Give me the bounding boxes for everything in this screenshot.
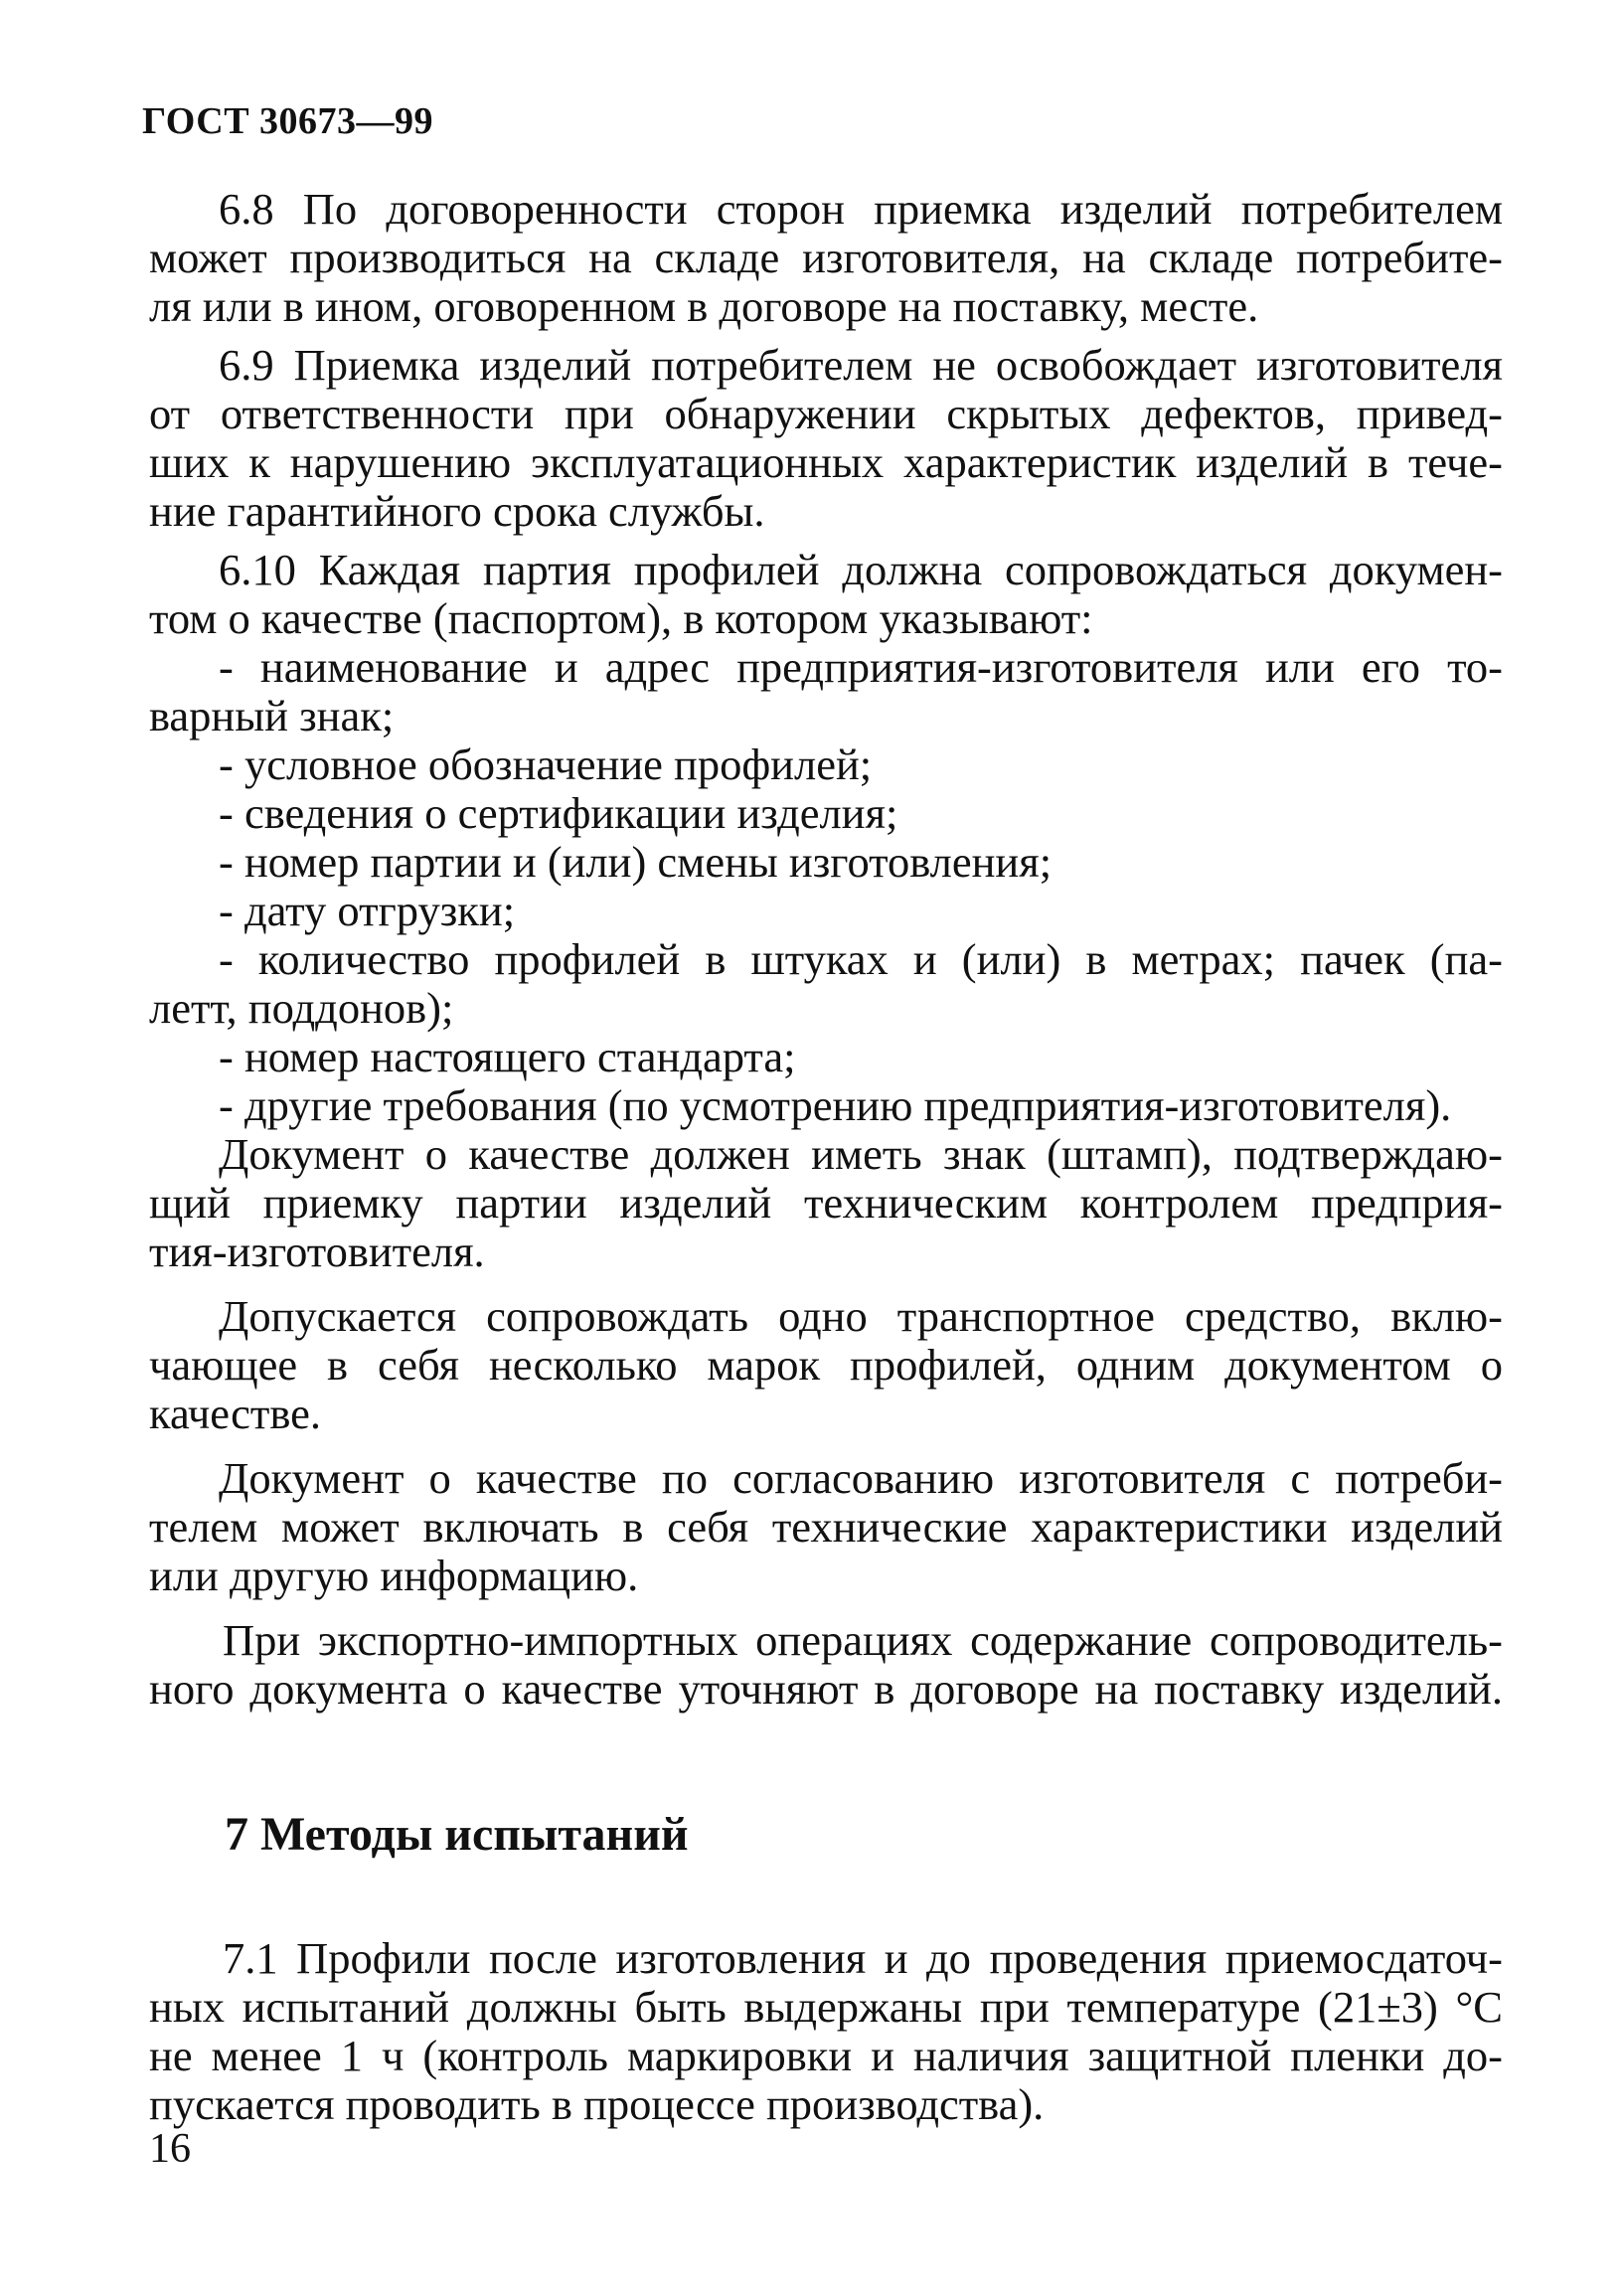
list-item: - количество профилей в штуках и (или) в метрах; пачек (па-	[219, 934, 1503, 984]
text-line: Допускается сопровождать одно транспортное средство, вклю-	[219, 1291, 1503, 1341]
text-line: 6.10 Каждая партия профилей должна сопровождаться докумен-	[219, 545, 1503, 594]
text-line: 6.8 По договоренности сторон приемка изделий потребителем	[219, 184, 1503, 234]
paragraph-6-8	[149, 185, 1503, 331]
section-7-title: 7 Методы испытаний	[225, 1808, 689, 1861]
paragraph-7-1	[149, 1934, 1503, 2129]
text-line: Документ о качестве по согласованию изготовителя с потреби-	[219, 1453, 1503, 1503]
list-item: - номер партии и (или) смены изготовления;	[219, 837, 1053, 887]
text-line: 7.1 Профили после изготовления и до проведения приемосдаточ-	[223, 1933, 1503, 1983]
list-item: - наименование и адрес предприятия-изготовителя или его то-	[219, 642, 1503, 692]
text-line: может производиться на складе изготовителя, на складе потребите-	[149, 233, 1503, 282]
paragraph-agreement	[149, 1454, 1503, 1600]
text-line: тия-изготовителя.	[149, 1227, 485, 1276]
page-number: 16	[149, 2126, 191, 2172]
text-line: чающее в себя несколько марок профилей, одним документом о	[149, 1340, 1503, 1390]
text-line: Документ о качестве должен иметь знак (штамп), подтверждаю-	[219, 1129, 1503, 1179]
text-line: ного документа о качестве уточняют в договоре на поставку изделий.	[149, 1664, 1503, 1714]
text-line: При экспортно-импортных операциях содержание сопроводитель-	[223, 1615, 1503, 1665]
text-line: качестве.	[149, 1389, 321, 1438]
text-line: 6.9 Приемка изделий потребителем не освобождает изготовителя	[219, 340, 1503, 390]
text-line: ля или в ином, оговоренном в договоре на поставку, месте.	[149, 281, 1259, 331]
list-item: - сведения о сертификации изделия;	[219, 788, 898, 838]
document-body	[149, 185, 1503, 2129]
text-line: щий приемку партии изделий техническим контролем предприя-	[149, 1178, 1503, 1228]
list-item: - номер настоящего стандарта;	[219, 1032, 796, 1081]
list-item: - дату отгрузки;	[219, 886, 516, 935]
paragraph-6-9	[149, 341, 1503, 536]
list-item-continuation: варный знак;	[149, 691, 395, 740]
text-line: том о качестве (паспортом), в котором указывают:	[149, 593, 1093, 643]
text-line: от ответственности при обнаружении скрытых дефектов, привед-	[149, 389, 1503, 438]
quality-document-list	[149, 643, 1503, 1130]
text-line: ших к нарушению эксплуатационных характеристик изделий в тече-	[149, 437, 1503, 487]
text-line: пускается проводить в процессе производства).	[149, 2079, 1045, 2129]
text-line: ние гарантийного срока службы.	[149, 486, 765, 536]
list-item: - другие требования (по усмотрению предприятия-изготовителя).	[219, 1080, 1452, 1130]
text-line: или другую информацию.	[149, 1551, 639, 1600]
text-line: ных испытаний должны быть выдержаны при температуре (21±3) °С	[149, 1982, 1503, 2032]
paragraph-stamp	[149, 1130, 1503, 1276]
paragraph-export	[149, 1616, 1503, 1714]
list-item: - условное обозначение профилей;	[219, 739, 873, 789]
list-item-continuation: летт, поддонов);	[149, 983, 454, 1033]
paragraph-transport	[149, 1292, 1503, 1438]
standard-header: ГОСТ 30673—99	[142, 100, 434, 142]
paragraph-6-10	[149, 546, 1503, 1130]
text-line: не менее 1 ч (контроль маркировки и наличия защитной пленки до-	[149, 2031, 1503, 2080]
text-line: телем может включать в себя технические характеристики изделий	[149, 1502, 1503, 1552]
